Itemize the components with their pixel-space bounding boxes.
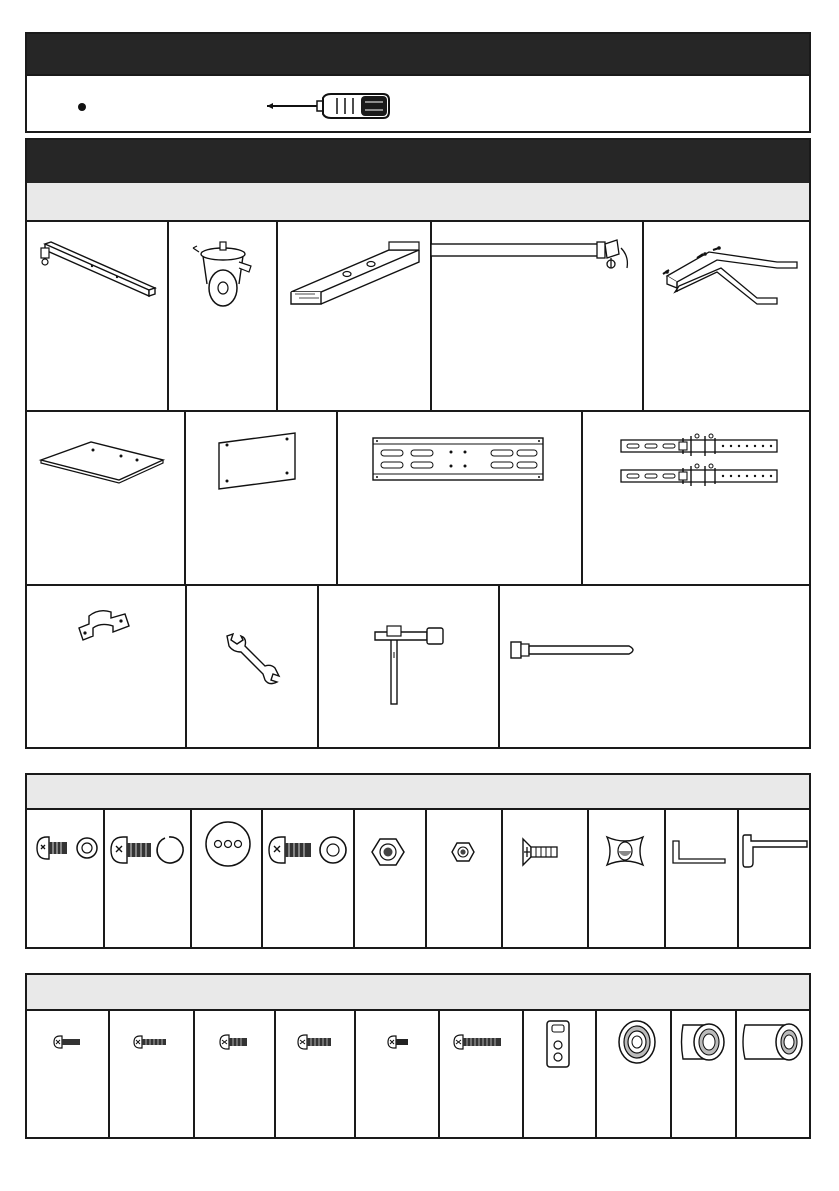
hardware-panel-b: [25, 973, 811, 1139]
bolt-and-spring-washer-icon: [109, 833, 187, 867]
socket-wrench-icon: [367, 624, 451, 706]
column-divider: [670, 1011, 672, 1139]
parts-subheader: [27, 183, 809, 222]
row-divider: [27, 584, 809, 586]
column-divider: [261, 810, 263, 949]
column-divider: [274, 1011, 276, 1139]
column-divider: [498, 584, 500, 749]
column-divider: [185, 584, 187, 749]
large-allen-key-icon: [741, 835, 809, 869]
column-divider: [193, 1011, 195, 1139]
parts-header: [27, 140, 809, 183]
m8-long-screw-icon: [453, 1034, 503, 1050]
small-hex-nut-icon: [451, 842, 475, 862]
m5-screw-icon: [219, 1034, 249, 1050]
vertical-mounting-arms-icon: [619, 432, 779, 496]
curved-washer-icon: [605, 831, 645, 871]
tools-panel: [25, 32, 811, 133]
long-bolt-icon: [509, 638, 639, 662]
phillips-screwdriver-icon: [265, 90, 395, 122]
m4-long-screw-icon: [133, 1035, 169, 1049]
column-divider: [735, 1011, 737, 1139]
m5-long-screw-icon: [297, 1034, 333, 1050]
column-divider: [190, 810, 192, 949]
column-divider: [317, 584, 319, 749]
column-divider: [581, 410, 583, 584]
countersunk-screw-icon: [521, 837, 561, 867]
washer-ring-icon: [617, 1019, 657, 1065]
column-divider: [522, 1011, 524, 1139]
large-bolt-and-washer-icon: [267, 833, 349, 867]
column-divider: [184, 410, 186, 584]
locking-caster-wheel-icon: [185, 240, 261, 312]
column-divider: [664, 810, 666, 949]
column-divider: [276, 222, 278, 410]
m6-short-screw-icon: [387, 1035, 411, 1049]
wrench-icon: [219, 630, 283, 686]
column-divider: [353, 810, 355, 949]
parts-panel: [25, 138, 811, 749]
camera-shelf-plate-icon: [215, 431, 299, 493]
spacer-disc-icon: [203, 819, 253, 869]
column-divider: [642, 222, 644, 410]
wall-plate-icon: [371, 434, 545, 486]
bolt-and-washer-icon: [35, 833, 99, 863]
column-divider: [438, 1011, 440, 1139]
column-divider: [336, 410, 338, 584]
column-divider: [103, 810, 105, 949]
small-allen-key-icon: [671, 839, 727, 865]
bullet-icon: [78, 103, 86, 111]
shelf-plate-icon: [37, 438, 167, 488]
column-divider: [354, 1011, 356, 1139]
column-divider: [167, 222, 169, 410]
base-cross-bar-icon: [37, 236, 159, 306]
column-divider: [737, 810, 739, 949]
column-divider: [425, 810, 427, 949]
upright-pole-icon: [431, 238, 641, 284]
hardware-panel-a: [25, 773, 811, 949]
cable-clip-bracket-icon: [75, 606, 135, 646]
shelf-support-bracket-icon: [657, 238, 807, 310]
hex-nut-icon: [371, 837, 405, 867]
row-divider: [27, 410, 809, 412]
column-divider: [595, 1011, 597, 1139]
tools-header: [27, 34, 809, 74]
column-divider: [108, 1011, 110, 1139]
m4-screw-icon: [53, 1035, 83, 1049]
column-divider: [587, 810, 589, 949]
spacer-plate-icon: [545, 1019, 571, 1069]
short-spacer-icon: [679, 1019, 727, 1065]
divider: [27, 74, 809, 76]
base-center-bracket-icon: [285, 236, 425, 318]
hardware-b-header: [27, 975, 809, 1011]
column-divider: [501, 810, 503, 949]
long-spacer-icon: [741, 1019, 805, 1065]
hardware-a-header: [27, 775, 809, 810]
